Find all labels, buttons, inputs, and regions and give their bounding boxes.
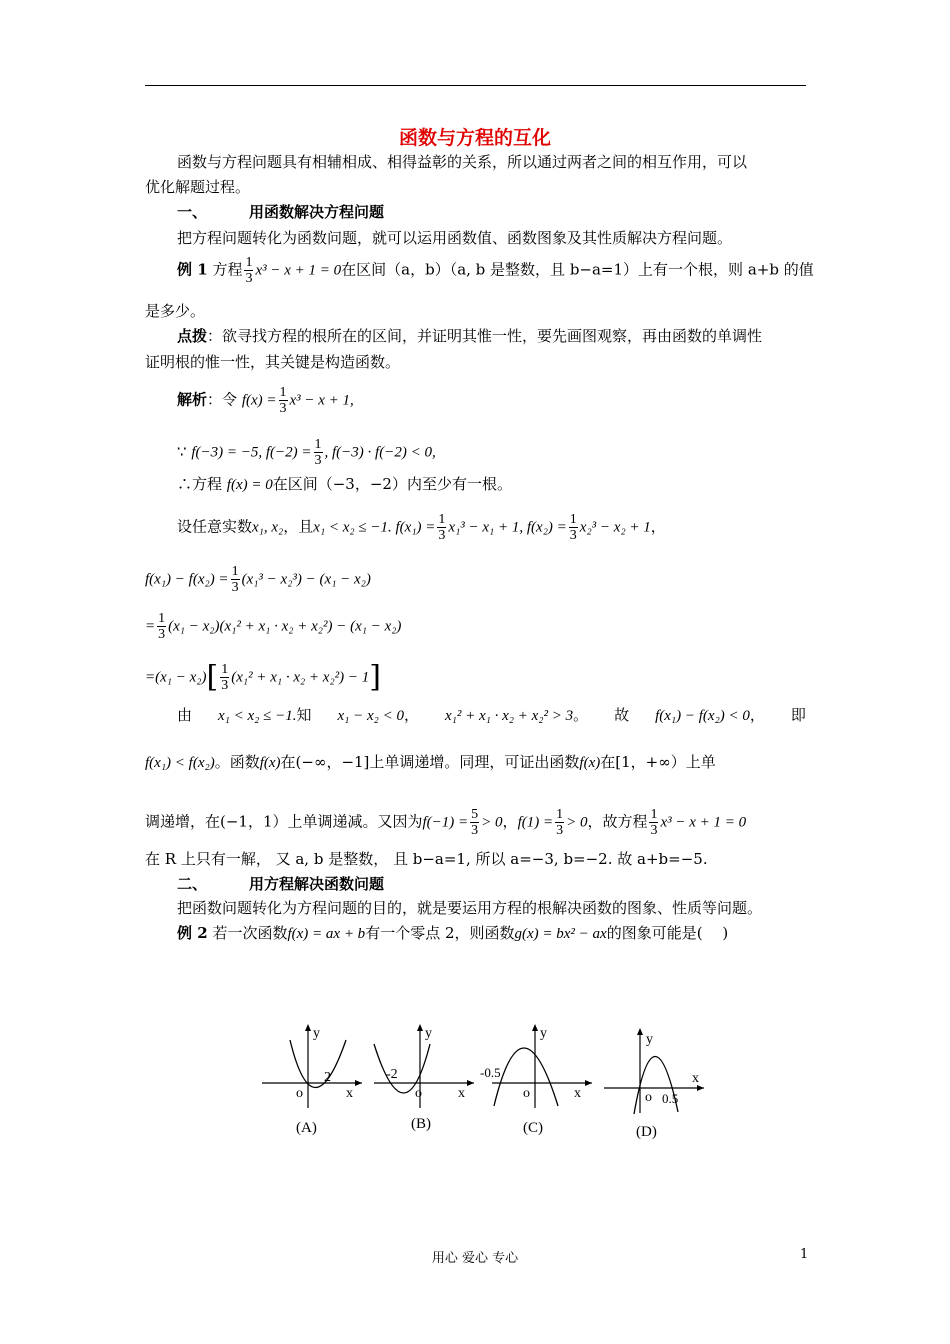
- conclusion-3-h: x³ − x + 1 = 0: [660, 814, 747, 831]
- fraction-one-third: $\frac{1}{3}$: [231, 564, 239, 595]
- solution-4-comma: ，: [650, 517, 666, 536]
- graph-a-curve: [290, 1040, 346, 1088]
- section-1-intro: 把方程问题转化为函数问题，就可以运用函数值、函数图象及其性质解决方程问题。: [177, 229, 733, 247]
- conclusion-line-4: 在 R 上只有一解， 又 a, b 是整数， 且 b−a=1, 所以 a=−3, b=−2. 故 a+b=−5.: [145, 850, 708, 868]
- example-1-text-b: 在区间（a，b）（a, b 是整数，且 b−a=1）上有一个根，则 a+b 的值: [341, 260, 814, 279]
- hint-label: 点拨: [177, 327, 208, 345]
- conclusion-3-d: ，: [502, 812, 518, 831]
- solution-4-vars: x₁, x₂: [252, 519, 284, 536]
- derivation-3-inner: (x₁² + x₁ · x₂ + x₂²) − 1: [231, 669, 370, 686]
- graph-b-x-arrow: [467, 1080, 474, 1086]
- graph-a-label: (A): [296, 1120, 317, 1136]
- conclusion-3-a: 调递增，在(−1，1）上单调递减。又因为: [145, 812, 423, 831]
- example-2-label: 例 2: [177, 924, 208, 942]
- fraction-one-third: $\frac{1}{3}$: [158, 611, 166, 642]
- graph-c-mark: -0.5: [480, 1065, 501, 1080]
- conclusion-1-g: 。: [573, 706, 589, 724]
- graph-d-y-arrow: [637, 1028, 643, 1035]
- fraction-five-thirds: $\frac{5}{3}$: [471, 807, 479, 838]
- conclusion-2-b: 。函数: [214, 753, 260, 771]
- graph-c-y-arrow: [532, 1024, 538, 1031]
- graph-a-y-label: y: [313, 1026, 320, 1041]
- fraction-one-third: $\frac{1}{3}$: [279, 385, 287, 416]
- example-2-linear-function: f(x) = ax + b: [287, 926, 366, 942]
- conclusion-1-k: 即: [790, 706, 806, 724]
- conclusion-1-j: ，: [749, 706, 765, 724]
- conclusion-1-c: 知: [296, 706, 312, 724]
- page-title: 函数与方程的互化: [398, 127, 551, 149]
- derivation-line-3: [145, 659, 382, 695]
- solution-line-3: [177, 474, 512, 495]
- example-1-text-a: 方程: [212, 260, 243, 279]
- graph-a: [258, 1020, 368, 1110]
- example-1-label: 例 1: [177, 260, 208, 279]
- example-1-line-2: 是多少。: [145, 302, 206, 320]
- graph-c-x-label: x: [574, 1086, 581, 1101]
- section-1-heading: [177, 202, 384, 222]
- conclusion-3-c: > 0: [481, 814, 503, 831]
- fraction-one-third: $\frac{1}{3}$: [438, 512, 446, 543]
- conclusion-2-c: f(x): [259, 755, 281, 771]
- derivation-1-lhs: f(x₁) − f(x₂) =: [145, 571, 229, 588]
- graph-b-x-label: x: [458, 1086, 465, 1101]
- graph-c: [480, 1020, 600, 1110]
- fraction-one-third: $\frac{1}{3}$: [569, 512, 577, 543]
- graph-c-label: (C): [523, 1120, 543, 1136]
- fraction-one-third: $\frac{1}{3}$: [650, 807, 658, 838]
- derivation-line-2: [145, 611, 401, 642]
- intro-line-2: 优化解题过程。: [145, 178, 251, 196]
- bracket-right: ]: [369, 659, 382, 695]
- graph-b-y-arrow: [417, 1024, 423, 1031]
- graph-a-origin: o: [296, 1086, 303, 1101]
- conclusion-1-a: 由: [177, 706, 193, 724]
- graph-c-origin: o: [523, 1086, 530, 1101]
- graph-b: [370, 1020, 480, 1110]
- conclusion-3-e: f(1) =: [517, 814, 554, 831]
- solution-line-1: [177, 385, 354, 416]
- because-symbol: ∵: [177, 442, 187, 461]
- conclusion-1-i: f(x₁) − f(x₂) < 0: [655, 708, 750, 724]
- derivation-3-factor: =(x₁ − x₂): [145, 669, 207, 686]
- graph-d-x-label: x: [692, 1071, 699, 1086]
- graph-c-y-label: y: [540, 1026, 547, 1041]
- section-1-number: 一、: [177, 203, 208, 221]
- graph-b-label: (B): [411, 1116, 431, 1132]
- graph-d-label: (D): [636, 1124, 657, 1140]
- section-2-intro: 把函数问题转化为方程问题的目的，就是要运用方程的根解决函数的图象、性质等问题。: [177, 899, 763, 917]
- solution-function-body: x³ − x + 1,: [289, 392, 354, 409]
- section-2-number: 二、: [177, 875, 208, 893]
- graph-a-y-arrow: [305, 1024, 311, 1031]
- graph-c-x-arrow: [585, 1080, 592, 1086]
- derivation-2-rhs: (x₁ − x₂)(x₁² + x₁ · x₂ + x₂²) − (x₁ − x₂): [168, 618, 402, 635]
- conclusion-2-e: f(x): [579, 755, 601, 771]
- graph-b-y-label: y: [425, 1026, 432, 1041]
- graph-a-mark: 2: [324, 1070, 331, 1085]
- example-2-text-e: 的图象可能是( ): [606, 924, 729, 942]
- derivation-line-1: [145, 564, 371, 595]
- fraction-one-third: $\frac{1}{3}$: [314, 437, 322, 468]
- solution-equation-zero: f(x) = 0: [226, 477, 273, 493]
- page-footer: 用心 爱心 专心: [431, 1251, 519, 1266]
- conclusion-3-f: > 0: [566, 814, 588, 831]
- conclusion-1-d: x₁ − x₂ < 0: [337, 708, 404, 724]
- graph-d: [600, 1020, 710, 1115]
- solution-interval-text: 在区间（−3，−2）内至少有一根。: [272, 475, 512, 493]
- conclusion-2-f: 在[1，+∞）上单: [600, 753, 716, 771]
- solution-4-text-a: 设任意实数: [177, 517, 253, 536]
- example-1-line-1: [177, 255, 814, 286]
- hint-line-2: 证明根的惟一性，其关键是构造函数。: [145, 353, 401, 371]
- solution-4-fx2: x₂³ − x₂ + 1: [579, 519, 651, 536]
- intro-line-1: 函数与方程问题具有相辅相成、相得益彰的关系，所以通过两者之间的相互作用，可以: [177, 153, 748, 171]
- graph-d-mark: 0.5: [662, 1091, 679, 1106]
- graph-a-x-label: x: [346, 1086, 353, 1101]
- bracket-left: [: [206, 659, 219, 695]
- graph-d-y-label: y: [646, 1032, 653, 1047]
- conclusion-2-a: f(x₁) < f(x₂): [145, 755, 215, 771]
- graph-b-mark: -2: [386, 1067, 398, 1082]
- conclusion-1-b: x₁ < x₂ ≤ −1.: [218, 708, 297, 724]
- graph-a-x-arrow: [355, 1080, 362, 1086]
- conclusion-1-e: ，: [403, 706, 419, 724]
- derivation-2-eq: =: [145, 618, 156, 635]
- section-2-heading: [177, 874, 384, 894]
- solution-line-4: [177, 512, 666, 543]
- conclusion-1-f: x₁² + x₁ · x₂ + x₂² > 3: [444, 708, 574, 724]
- therefore-text: ∴方程: [177, 475, 223, 493]
- solution-text: ：令: [207, 390, 238, 409]
- solution-values-b: , f(−3) · f(−2) < 0,: [324, 444, 436, 461]
- fraction-one-third: $\frac{1}{3}$: [556, 807, 564, 838]
- example-2-text-a: 若一次函数: [212, 924, 288, 942]
- conclusion-line-3: [145, 807, 746, 838]
- section-2-title: 用方程解决函数问题: [249, 875, 385, 893]
- conclusion-3-b: f(−1) =: [422, 814, 469, 831]
- example-2-quadratic-function: g(x) = bx² − ax: [514, 926, 607, 942]
- example-2-text-c: 有一个零点 2，则函数: [365, 924, 515, 942]
- fraction-one-third: $\frac{1}{3}$: [245, 255, 253, 286]
- solution-function: f(x) =: [241, 392, 277, 409]
- derivation-1-rhs: (x₁³ − x₂³) − (x₁ − x₂): [241, 571, 371, 588]
- example-1-equation: x³ − x + 1 = 0: [255, 262, 342, 279]
- page-number: 1: [800, 1247, 809, 1262]
- conclusion-line-2: [145, 752, 716, 773]
- solution-values-a: f(−3) = −5, f(−2) =: [191, 444, 312, 461]
- graph-b-origin: o: [415, 1086, 422, 1101]
- section-1-title: 用函数解决方程问题: [249, 203, 385, 221]
- graph-d-origin: o: [645, 1090, 652, 1105]
- hint-text-1: ：欲寻找方程的根所在的区间，并证明其惟一性，要先画图观察，再由函数的单调性: [207, 327, 763, 345]
- solution-label: 解析: [177, 390, 208, 409]
- conclusion-1-h: 故: [614, 706, 630, 724]
- solution-line-2: [177, 437, 436, 468]
- header-rule: [145, 85, 806, 86]
- hint-line-1: [177, 326, 762, 346]
- example-2-line: [177, 923, 728, 944]
- fraction-one-third: $\frac{1}{3}$: [221, 662, 229, 693]
- conclusion-2-d: 在(−∞，−1]上单调递增。同理，可证出函数: [280, 753, 580, 771]
- solution-4-cond: x₁ < x₂ ≤ −1. f(x₁) =: [313, 519, 436, 536]
- conclusion-3-g: ，故方程: [587, 812, 648, 831]
- solution-4-text-c: ，且: [283, 517, 314, 536]
- conclusion-line-1: [177, 705, 806, 726]
- solution-4-fx1: x₁³ − x₁ + 1, f(x₂) =: [448, 519, 567, 536]
